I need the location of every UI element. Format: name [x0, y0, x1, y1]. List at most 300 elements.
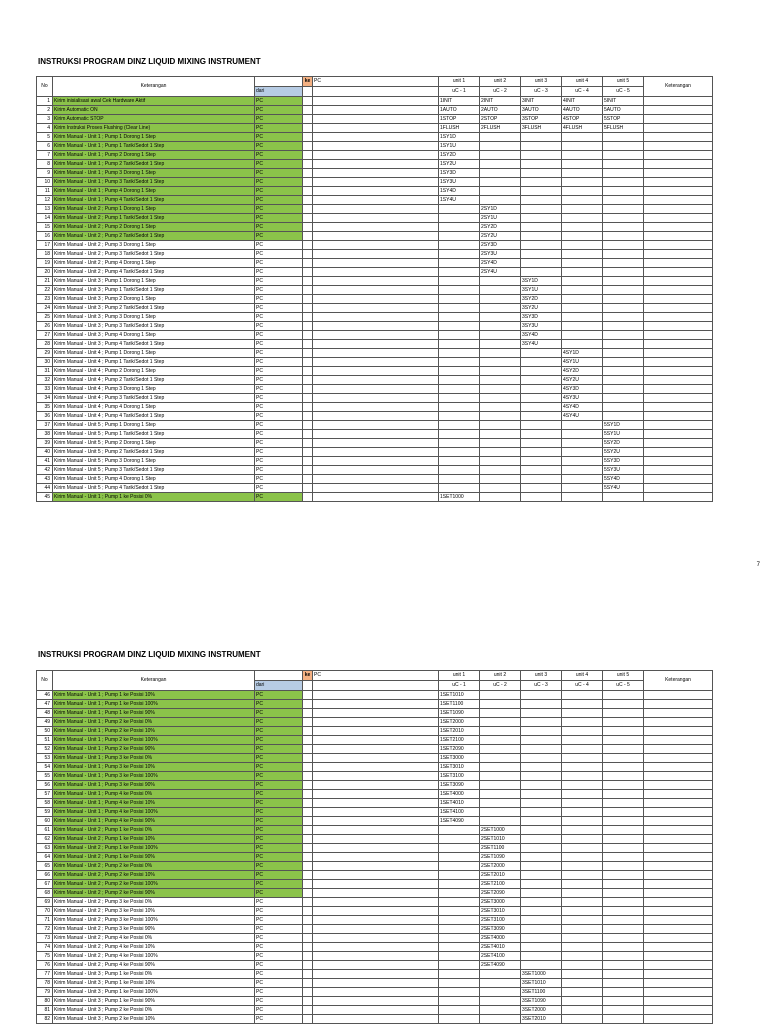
row-number: 7 [37, 151, 53, 160]
row-unit-5-code: 5AUTO [603, 106, 644, 115]
row-keterangan: Kirim Manual - Unit 2 ; Pump 2 Tarik/Sedot 1 Step [53, 232, 255, 241]
row-unit-1-code: 1SET4010 [439, 799, 480, 808]
row-unit-4-code [562, 970, 603, 979]
row-dari: PC [255, 907, 303, 916]
row-ke [303, 745, 313, 754]
row-keterangan: Kirim Manual - Unit 5 ; Pump 3 Tarik/Sedot 1 Step [53, 466, 255, 475]
row-unit-4-code [562, 1006, 603, 1015]
row-pc [313, 889, 439, 898]
row-ke [303, 871, 313, 880]
row-number: 27 [37, 331, 53, 340]
row-dari: PC [255, 718, 303, 727]
page-title: INSTRUKSI PROGRAM DINZ LIQUID MIXING INSTRUMENT [38, 650, 261, 659]
row-keterangan-2 [644, 898, 713, 907]
row-unit-4-code [562, 781, 603, 790]
header-unit-5: unit 5 [603, 77, 644, 87]
row-unit-2-code: 2STOP [480, 115, 521, 124]
row-pc [313, 997, 439, 1006]
row-number: 78 [37, 979, 53, 988]
row-unit-4-code [562, 700, 603, 709]
table-row [37, 790, 713, 799]
header-unit-2: unit 2 [480, 77, 521, 87]
row-number: 47 [37, 700, 53, 709]
row-dari: PC [255, 934, 303, 943]
row-unit-1-code [439, 970, 480, 979]
row-ke [303, 790, 313, 799]
row-unit-1-code: 1FLUSH [439, 124, 480, 133]
row-unit-4-code [562, 961, 603, 970]
row-keterangan-2 [644, 970, 713, 979]
row-keterangan: Kirim Manual - Unit 2 ; Pump 1 Dorong 1 Step [53, 205, 255, 214]
row-keterangan: Kirim Manual - Unit 2 ; Pump 4 ke Posisi 100% [53, 952, 255, 961]
row-unit-4-code [562, 844, 603, 853]
row-unit-5-code [603, 817, 644, 826]
table-row [37, 889, 713, 898]
row-unit-4-code [562, 790, 603, 799]
row-number: 44 [37, 484, 53, 493]
row-unit-5-code [603, 961, 644, 970]
row-keterangan: Kirim Manual - Unit 5 ; Pump 4 Tarik/Sedot 1 Step [53, 484, 255, 493]
row-number: 20 [37, 268, 53, 277]
row-unit-4-code: 4SY3U [562, 394, 603, 403]
header-no: No [37, 77, 53, 97]
row-dari: PC [255, 997, 303, 1006]
row-unit-3-code: 3INIT [521, 97, 562, 106]
row-unit-4-code [562, 997, 603, 1006]
row-pc [313, 835, 439, 844]
row-unit-1-code: 1SY4D [439, 187, 480, 196]
row-dari: PC [255, 430, 303, 439]
row-keterangan: Kirim Manual - Unit 3 ; Pump 4 Dorong 1 Step [53, 331, 255, 340]
row-keterangan: Kirim Manual - Unit 5 ; Pump 1 Tarik/Sedot 1 Step [53, 430, 255, 439]
row-unit-1-code: 1SY1D [439, 133, 480, 142]
row-ke [303, 772, 313, 781]
row-unit-1-code: 1SET3090 [439, 781, 480, 790]
row-unit-1-code [439, 916, 480, 925]
row-dari: PC [255, 763, 303, 772]
row-ke [303, 925, 313, 934]
row-ke [303, 862, 313, 871]
row-unit-3-code [521, 781, 562, 790]
row-ke [303, 817, 313, 826]
row-dari: PC [255, 268, 303, 277]
row-keterangan: Kirim Manual - Unit 3 ; Pump 1 Dorong 1 Step [53, 277, 255, 286]
row-ke [303, 799, 313, 808]
row-pc [313, 871, 439, 880]
row-pc [313, 772, 439, 781]
row-keterangan-2 [644, 952, 713, 961]
row-keterangan: Kirim Manual - Unit 4 ; Pump 1 Tarik/Sedot 1 Step [53, 358, 255, 367]
row-dari: PC [255, 277, 303, 286]
row-number: 68 [37, 889, 53, 898]
row-keterangan: Kirim Manual - Unit 4 ; Pump 4 Tarik/Sedot 1 Step [53, 412, 255, 421]
row-unit-4-code: 4FLUSH [562, 124, 603, 133]
row-keterangan: Kirim Manual - Unit 5 ; Pump 2 Dorong 1 Step [53, 439, 255, 448]
row-dari: PC [255, 205, 303, 214]
row-pc [313, 709, 439, 718]
row-unit-3-code: 3SY2D [521, 295, 562, 304]
row-unit-5-code [603, 844, 644, 853]
row-dari: PC [255, 943, 303, 952]
row-number: 23 [37, 295, 53, 304]
row-unit-2-code: 2SET4100 [480, 952, 521, 961]
row-unit-3-code [521, 826, 562, 835]
row-unit-5-code [603, 709, 644, 718]
row-unit-5-code [603, 862, 644, 871]
row-keterangan-2 [644, 871, 713, 880]
row-unit-3-code: 3SET2000 [521, 1006, 562, 1015]
row-number: 59 [37, 808, 53, 817]
row-unit-2-code [480, 691, 521, 700]
row-keterangan: Kirim Manual - Unit 5 ; Pump 4 Dorong 1 Step [53, 475, 255, 484]
row-number: 8 [37, 160, 53, 169]
row-keterangan: Kirim Manual - Unit 2 ; Pump 3 ke Posisi 0% [53, 898, 255, 907]
row-unit-2-code: 2SET3100 [480, 916, 521, 925]
row-keterangan: Kirim Manual - Unit 1 ; Pump 2 Tarik/Sedot 1 Step [53, 160, 255, 169]
row-unit-5-code [603, 979, 644, 988]
table-row [37, 970, 713, 979]
row-unit-4-code [562, 853, 603, 862]
row-ke [303, 1006, 313, 1015]
row-keterangan: Kirim Manual - Unit 3 ; Pump 3 Tarik/Sedot 1 Step [53, 322, 255, 331]
row-unit-1-code: 1AUTO [439, 106, 480, 115]
table-row [37, 943, 713, 952]
row-dari: PC [255, 691, 303, 700]
row-pc [313, 934, 439, 943]
row-dari: PC [255, 889, 303, 898]
row-number: 53 [37, 754, 53, 763]
row-unit-4-code [562, 718, 603, 727]
row-unit-4-code [562, 862, 603, 871]
row-number: 33 [37, 385, 53, 394]
row-number: 21 [37, 277, 53, 286]
row-keterangan-2 [644, 979, 713, 988]
row-unit-1-code: 1SET1000 [439, 493, 480, 502]
row-dari: PC [255, 160, 303, 169]
row-dari: PC [255, 187, 303, 196]
row-keterangan-2 [644, 925, 713, 934]
table-row [37, 925, 713, 934]
row-dari: PC [255, 1006, 303, 1015]
header-uc-2: uC - 2 [480, 87, 521, 97]
row-keterangan-2 [644, 1015, 713, 1024]
row-dari: PC [255, 286, 303, 295]
row-pc [313, 844, 439, 853]
row-unit-5-code: 5SY2D [603, 439, 644, 448]
row-dari: PC [255, 988, 303, 997]
table-row [37, 709, 713, 718]
row-unit-2-code [480, 763, 521, 772]
table-row [37, 763, 713, 772]
row-unit-2-code: 2SET3000 [480, 898, 521, 907]
row-keterangan: Kirim Manual - Unit 3 ; Pump 3 Dorong 1 Step [53, 313, 255, 322]
row-number: 80 [37, 997, 53, 1006]
row-ke [303, 907, 313, 916]
row-keterangan: Kirim Manual - Unit 1 ; Pump 4 Tarik/Sedot 1 Step [53, 196, 255, 205]
row-unit-2-code: 2SET1010 [480, 835, 521, 844]
row-number: 39 [37, 439, 53, 448]
row-unit-2-code [480, 988, 521, 997]
row-unit-4-code [562, 916, 603, 925]
row-ke [303, 700, 313, 709]
table-row [37, 799, 713, 808]
row-unit-3-code [521, 745, 562, 754]
row-number: 71 [37, 916, 53, 925]
row-keterangan: Kirim Manual - Unit 3 ; Pump 1 ke Posisi 90% [53, 997, 255, 1006]
row-ke [303, 880, 313, 889]
row-unit-5-code [603, 916, 644, 925]
row-number: 60 [37, 817, 53, 826]
row-number: 66 [37, 871, 53, 880]
row-unit-5-code [603, 997, 644, 1006]
row-number: 11 [37, 187, 53, 196]
row-pc [313, 1006, 439, 1015]
row-ke [303, 826, 313, 835]
row-keterangan: Kirim Manual - Unit 2 ; Pump 4 Tarik/Sedot 1 Step [53, 268, 255, 277]
row-pc [313, 979, 439, 988]
row-keterangan: Kirim Manual - Unit 5 ; Pump 3 Dorong 1 Step [53, 457, 255, 466]
row-unit-1-code [439, 1006, 480, 1015]
row-number: 73 [37, 934, 53, 943]
row-unit-1-code [439, 898, 480, 907]
row-unit-4-code: 4STOP [562, 115, 603, 124]
row-dari: PC [255, 484, 303, 493]
row-keterangan: Kirim Manual - Unit 2 ; Pump 4 ke Posisi 90% [53, 961, 255, 970]
row-keterangan: Kirim Manual - Unit 2 ; Pump 3 ke Posisi 90% [53, 925, 255, 934]
row-unit-2-code: 2FLUSH [480, 124, 521, 133]
header-blank [255, 671, 303, 681]
row-unit-2-code [480, 790, 521, 799]
row-unit-1-code: 1SET2100 [439, 736, 480, 745]
row-unit-5-code [603, 781, 644, 790]
row-unit-3-code [521, 754, 562, 763]
table-row [37, 727, 713, 736]
row-dari: PC [255, 394, 303, 403]
table-row [37, 853, 713, 862]
row-unit-4-code [562, 979, 603, 988]
row-unit-1-code: 1SET3100 [439, 772, 480, 781]
row-number: 25 [37, 313, 53, 322]
row-pc [313, 817, 439, 826]
row-number: 18 [37, 250, 53, 259]
row-dari: PC [255, 241, 303, 250]
row-keterangan: Kirim Manual - Unit 1 ; Pump 4 ke Posisi 90% [53, 817, 255, 826]
row-unit-1-code [439, 925, 480, 934]
row-unit-4-code [562, 799, 603, 808]
row-unit-3-code [521, 691, 562, 700]
header-unit-4: unit 4 [562, 77, 603, 87]
row-unit-1-code: 1SET1090 [439, 709, 480, 718]
row-unit-2-code: 2SY2U [480, 232, 521, 241]
row-pc [313, 970, 439, 979]
row-dari: PC [255, 313, 303, 322]
header-ke: ke [303, 77, 313, 87]
row-unit-3-code [521, 808, 562, 817]
row-number: 67 [37, 880, 53, 889]
table-row [37, 880, 713, 889]
row-unit-3-code: 3SET1100 [521, 988, 562, 997]
row-unit-3-code: 3STOP [521, 115, 562, 124]
row-unit-1-code [439, 934, 480, 943]
row-dari: PC [255, 196, 303, 205]
row-number: 6 [37, 142, 53, 151]
row-keterangan: Kirim Manual - Unit 1 ; Pump 1 Tarik/Sedot 1 Step [53, 142, 255, 151]
row-number: 48 [37, 709, 53, 718]
row-pc [313, 736, 439, 745]
row-dari: PC [255, 1015, 303, 1024]
row-number: 24 [37, 304, 53, 313]
row-dari: PC [255, 403, 303, 412]
row-pc [313, 943, 439, 952]
table-row [37, 700, 713, 709]
row-unit-1-code: 1SET3010 [439, 763, 480, 772]
row-unit-2-code [480, 979, 521, 988]
row-unit-4-code: 4SY4D [562, 403, 603, 412]
row-unit-5-code [603, 736, 644, 745]
row-unit-2-code [480, 1015, 521, 1024]
row-ke [303, 952, 313, 961]
row-unit-5-code: 5SY3D [603, 457, 644, 466]
header-blank [313, 681, 439, 691]
row-keterangan: Kirim Manual - Unit 4 ; Pump 2 Tarik/Sedot 1 Step [53, 376, 255, 385]
row-keterangan: Kirim Manual - Unit 3 ; Pump 1 ke Posisi 10% [53, 979, 255, 988]
row-unit-4-code [562, 880, 603, 889]
table-row [37, 1015, 713, 1024]
row-unit-2-code [480, 970, 521, 979]
row-unit-3-code: 3SET1010 [521, 979, 562, 988]
row-pc [313, 781, 439, 790]
row-dari: PC [255, 115, 303, 124]
row-keterangan: Kirim Manual - Unit 4 ; Pump 1 Dorong 1 Step [53, 349, 255, 358]
row-unit-4-code: 4SY2U [562, 376, 603, 385]
header-row [37, 671, 713, 681]
row-number: 35 [37, 403, 53, 412]
row-unit-1-code [439, 952, 480, 961]
page-number: 7 [756, 562, 760, 568]
row-dari: PC [255, 349, 303, 358]
row-unit-4-code [562, 817, 603, 826]
row-unit-3-code [521, 934, 562, 943]
row-unit-1-code [439, 943, 480, 952]
row-ke [303, 781, 313, 790]
row-unit-1-code [439, 835, 480, 844]
row-unit-1-code [439, 826, 480, 835]
row-unit-1-code: 1SET2000 [439, 718, 480, 727]
row-unit-5-code [603, 745, 644, 754]
row-pc [313, 700, 439, 709]
row-dari: PC [255, 322, 303, 331]
row-number: 75 [37, 952, 53, 961]
row-keterangan: Kirim Manual - Unit 3 ; Pump 2 ke Posisi 0% [53, 1006, 255, 1015]
header-uc-5: uC - 5 [603, 87, 644, 97]
row-number: 15 [37, 223, 53, 232]
row-unit-4-code [562, 736, 603, 745]
row-unit-3-code [521, 925, 562, 934]
row-keterangan: Kirim Manual - Unit 1 ; Pump 2 ke Posisi 0% [53, 718, 255, 727]
row-unit-2-code [480, 718, 521, 727]
row-keterangan: Kirim Manual - Unit 2 ; Pump 3 ke Posisi 100% [53, 916, 255, 925]
row-keterangan-2 [644, 727, 713, 736]
table-row [37, 844, 713, 853]
row-keterangan: Kirim Manual - Unit 3 ; Pump 2 ke Posisi 10% [53, 1015, 255, 1024]
row-ke [303, 691, 313, 700]
row-pc [313, 1015, 439, 1024]
row-unit-3-code [521, 880, 562, 889]
row-unit-3-code [521, 763, 562, 772]
row-pc [313, 745, 439, 754]
row-keterangan: Kirim Manual - Unit 1 ; Pump 3 Dorong 1 Step [53, 169, 255, 178]
row-unit-4-code [562, 934, 603, 943]
row-dari: PC [255, 385, 303, 394]
row-dari: PC [255, 124, 303, 133]
row-number: 10 [37, 178, 53, 187]
row-unit-5-code: 5SY2U [603, 448, 644, 457]
row-number: 34 [37, 394, 53, 403]
row-number: 76 [37, 961, 53, 970]
header-unit-1: unit 1 [439, 77, 480, 87]
row-ke [303, 979, 313, 988]
row-number: 30 [37, 358, 53, 367]
row-dari: PC [255, 700, 303, 709]
row-keterangan-2 [644, 934, 713, 943]
header-keterangan: Keterangan [53, 77, 255, 97]
row-ke [303, 898, 313, 907]
table-row [37, 997, 713, 1006]
row-unit-5-code [603, 898, 644, 907]
row-unit-1-code: 1SY1U [439, 142, 480, 151]
header-unit-4: unit 4 [562, 671, 603, 681]
row-keterangan-2 [644, 763, 713, 772]
header-uc-5: uC - 5 [603, 681, 644, 691]
table-row [37, 979, 713, 988]
row-unit-5-code [603, 754, 644, 763]
row-unit-2-code: 2SET1100 [480, 844, 521, 853]
row-keterangan: Kirim Manual - Unit 1 ; Pump 1 ke Posisi 0% [53, 493, 255, 502]
row-dari: PC [255, 772, 303, 781]
row-ke [303, 997, 313, 1006]
row-unit-1-code: 1SY2U [439, 160, 480, 169]
row-pc [313, 862, 439, 871]
row-dari: PC [255, 439, 303, 448]
row-number: 32 [37, 376, 53, 385]
row-unit-4-code [562, 826, 603, 835]
row-unit-2-code: 2SET1090 [480, 853, 521, 862]
row-keterangan-2 [644, 817, 713, 826]
row-number: 12 [37, 196, 53, 205]
table-row [37, 898, 713, 907]
row-dari: PC [255, 493, 303, 502]
row-unit-1-code [439, 961, 480, 970]
row-ke [303, 1015, 313, 1024]
row-number: 1 [37, 97, 53, 106]
header-keterangan: Keterangan [53, 671, 255, 691]
row-keterangan: Kirim Manual - Unit 1 ; Pump 4 Dorong 1 Step [53, 187, 255, 196]
header-dari: dari [255, 681, 303, 691]
row-number: 28 [37, 340, 53, 349]
row-unit-4-code: 4SY4U [562, 412, 603, 421]
row-keterangan-2 [644, 781, 713, 790]
row-unit-2-code: 2SY3U [480, 250, 521, 259]
row-dari: PC [255, 862, 303, 871]
row-unit-4-code [562, 889, 603, 898]
row-unit-2-code: 2SET3010 [480, 907, 521, 916]
row-keterangan: Kirim Automatic STOP [53, 115, 255, 124]
row-unit-3-code: 3SY4D [521, 331, 562, 340]
header-no: No [37, 671, 53, 691]
table-row [37, 808, 713, 817]
row-ke [303, 808, 313, 817]
row-keterangan: Kirim Manual - Unit 1 ; Pump 3 Tarik/Sedot 1 Step [53, 178, 255, 187]
